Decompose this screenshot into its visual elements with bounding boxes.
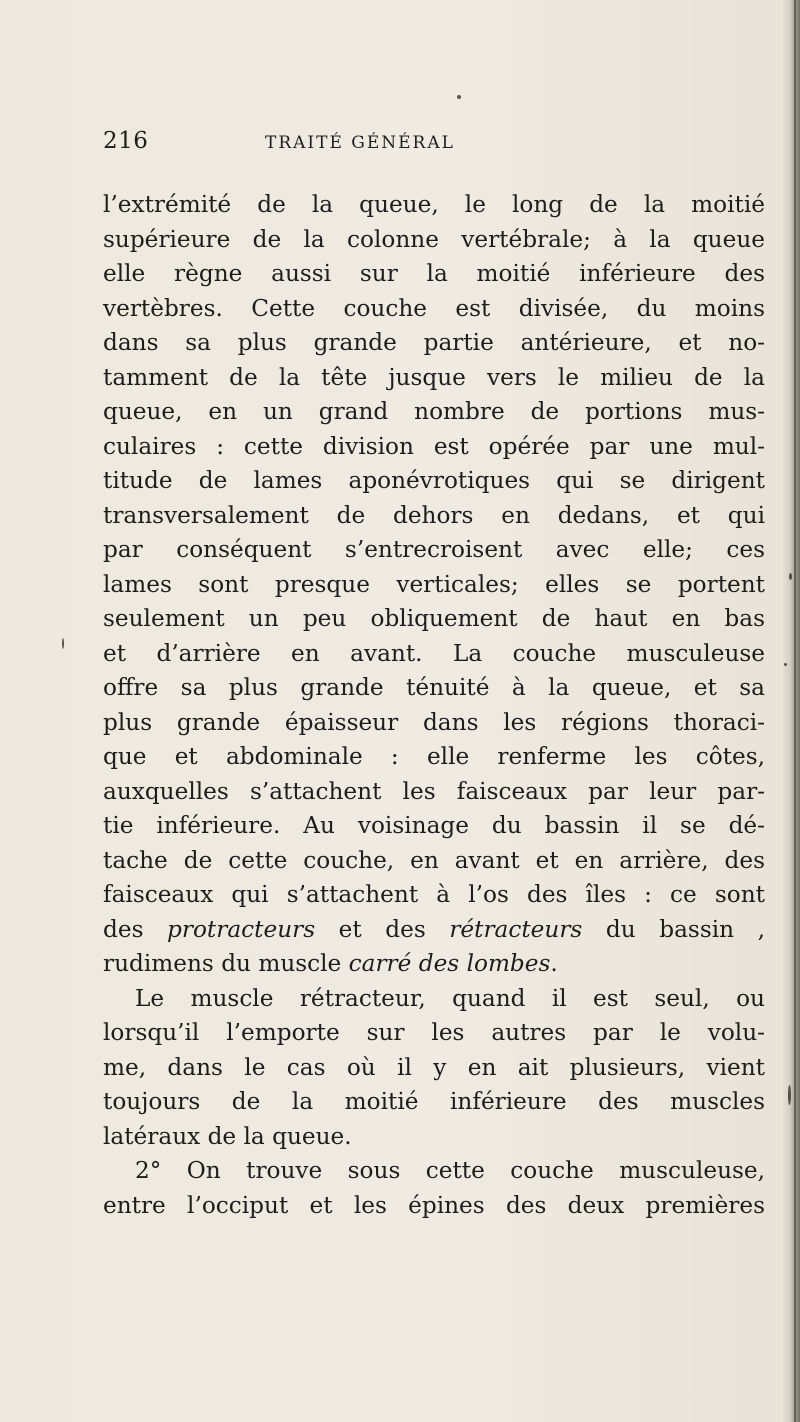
text-line: tache de cette couche, en avant et en arrière, des xyxy=(103,846,765,874)
text-line: titude de lames aponévrotiques qui se dirigent xyxy=(103,467,765,494)
text-line: 2° On trouve sous cette couche musculeuse, xyxy=(135,1157,765,1184)
running-title: TRAITÉ GÉNÉRAL xyxy=(265,133,455,153)
text-line: plus grande épaisseur dans les régions thoraci- xyxy=(103,708,765,736)
text-line: tamment de la tête jusque vers le milieu de la xyxy=(103,363,765,391)
text-line: par conséquent s’entrecroisent avec elle; ces xyxy=(103,536,765,563)
text-line: que et abdominale : elle renferme les côtes, xyxy=(103,743,765,770)
text-line: offre sa plus grande ténuité à la queue, et sa xyxy=(103,674,765,701)
text-line: lorsqu’il l’emporte sur les autres par le volu- xyxy=(103,1019,765,1046)
text-line: supérieure de la colonne vertébrale; à la queue xyxy=(103,225,765,253)
text-segment: et des xyxy=(315,915,450,943)
text-line: entre l’occiput et les épines des deux premières xyxy=(103,1191,765,1219)
italic-term: carré des lombes xyxy=(348,950,551,977)
text-line: transversalement de dehors en dedans, et qui xyxy=(103,501,765,529)
paper-speck xyxy=(62,638,64,649)
text-line xyxy=(103,913,765,948)
text-line: elle règne aussi sur la moitié inférieure des xyxy=(103,260,765,287)
body-text xyxy=(103,188,765,1223)
italic-term: rétracteurs xyxy=(449,915,583,943)
text-line: lames sont presque verticales; elles se portent xyxy=(103,570,765,598)
text-segment: du bassin , xyxy=(582,915,766,943)
text-line: seulement un peu obliquement de haut en bas xyxy=(103,605,765,632)
text-line: me, dans le cas où il y en ait plusieurs, vient xyxy=(103,1053,765,1081)
text-line: toujours de la moitié inférieure des muscles xyxy=(103,1088,765,1115)
text-line: culaires : cette division est opérée par une mul- xyxy=(103,432,765,460)
text-line: tie inférieure. Au voisinage du bassin il se dé- xyxy=(103,812,765,839)
page-number: 216 xyxy=(103,128,149,154)
text-line xyxy=(103,947,765,982)
text-segment: rudimens du muscle xyxy=(103,950,349,977)
text-line: Le muscle rétracteur, quand il est seul, ou xyxy=(135,984,765,1012)
text-line: l’extrémité de la queue, le long de la moitié xyxy=(103,191,765,218)
page-binding-line xyxy=(794,0,796,1422)
text-line: latéraux de la queue. xyxy=(103,1122,352,1150)
text-line: dans sa plus grande partie antérieure, et no- xyxy=(103,329,765,356)
text-segment: des xyxy=(103,915,168,943)
text-line: et d’arrière en avant. La couche musculeuse xyxy=(103,639,765,667)
text-line: auxquelles s’attachent les faisceaux par leur par- xyxy=(103,777,765,805)
page-header xyxy=(103,128,763,160)
text-line: vertèbres. Cette couche est divisée, du moins xyxy=(103,294,765,322)
text-line: queue, en un grand nombre de portions mus- xyxy=(103,398,765,425)
italic-term: protracteurs xyxy=(167,915,316,943)
paper-speck xyxy=(457,95,461,99)
page-right-edge-shadow xyxy=(782,0,800,1422)
text-line: faisceaux qui s’attachent à l’os des îles : ce sont xyxy=(103,881,765,908)
text-segment: . xyxy=(550,950,558,977)
